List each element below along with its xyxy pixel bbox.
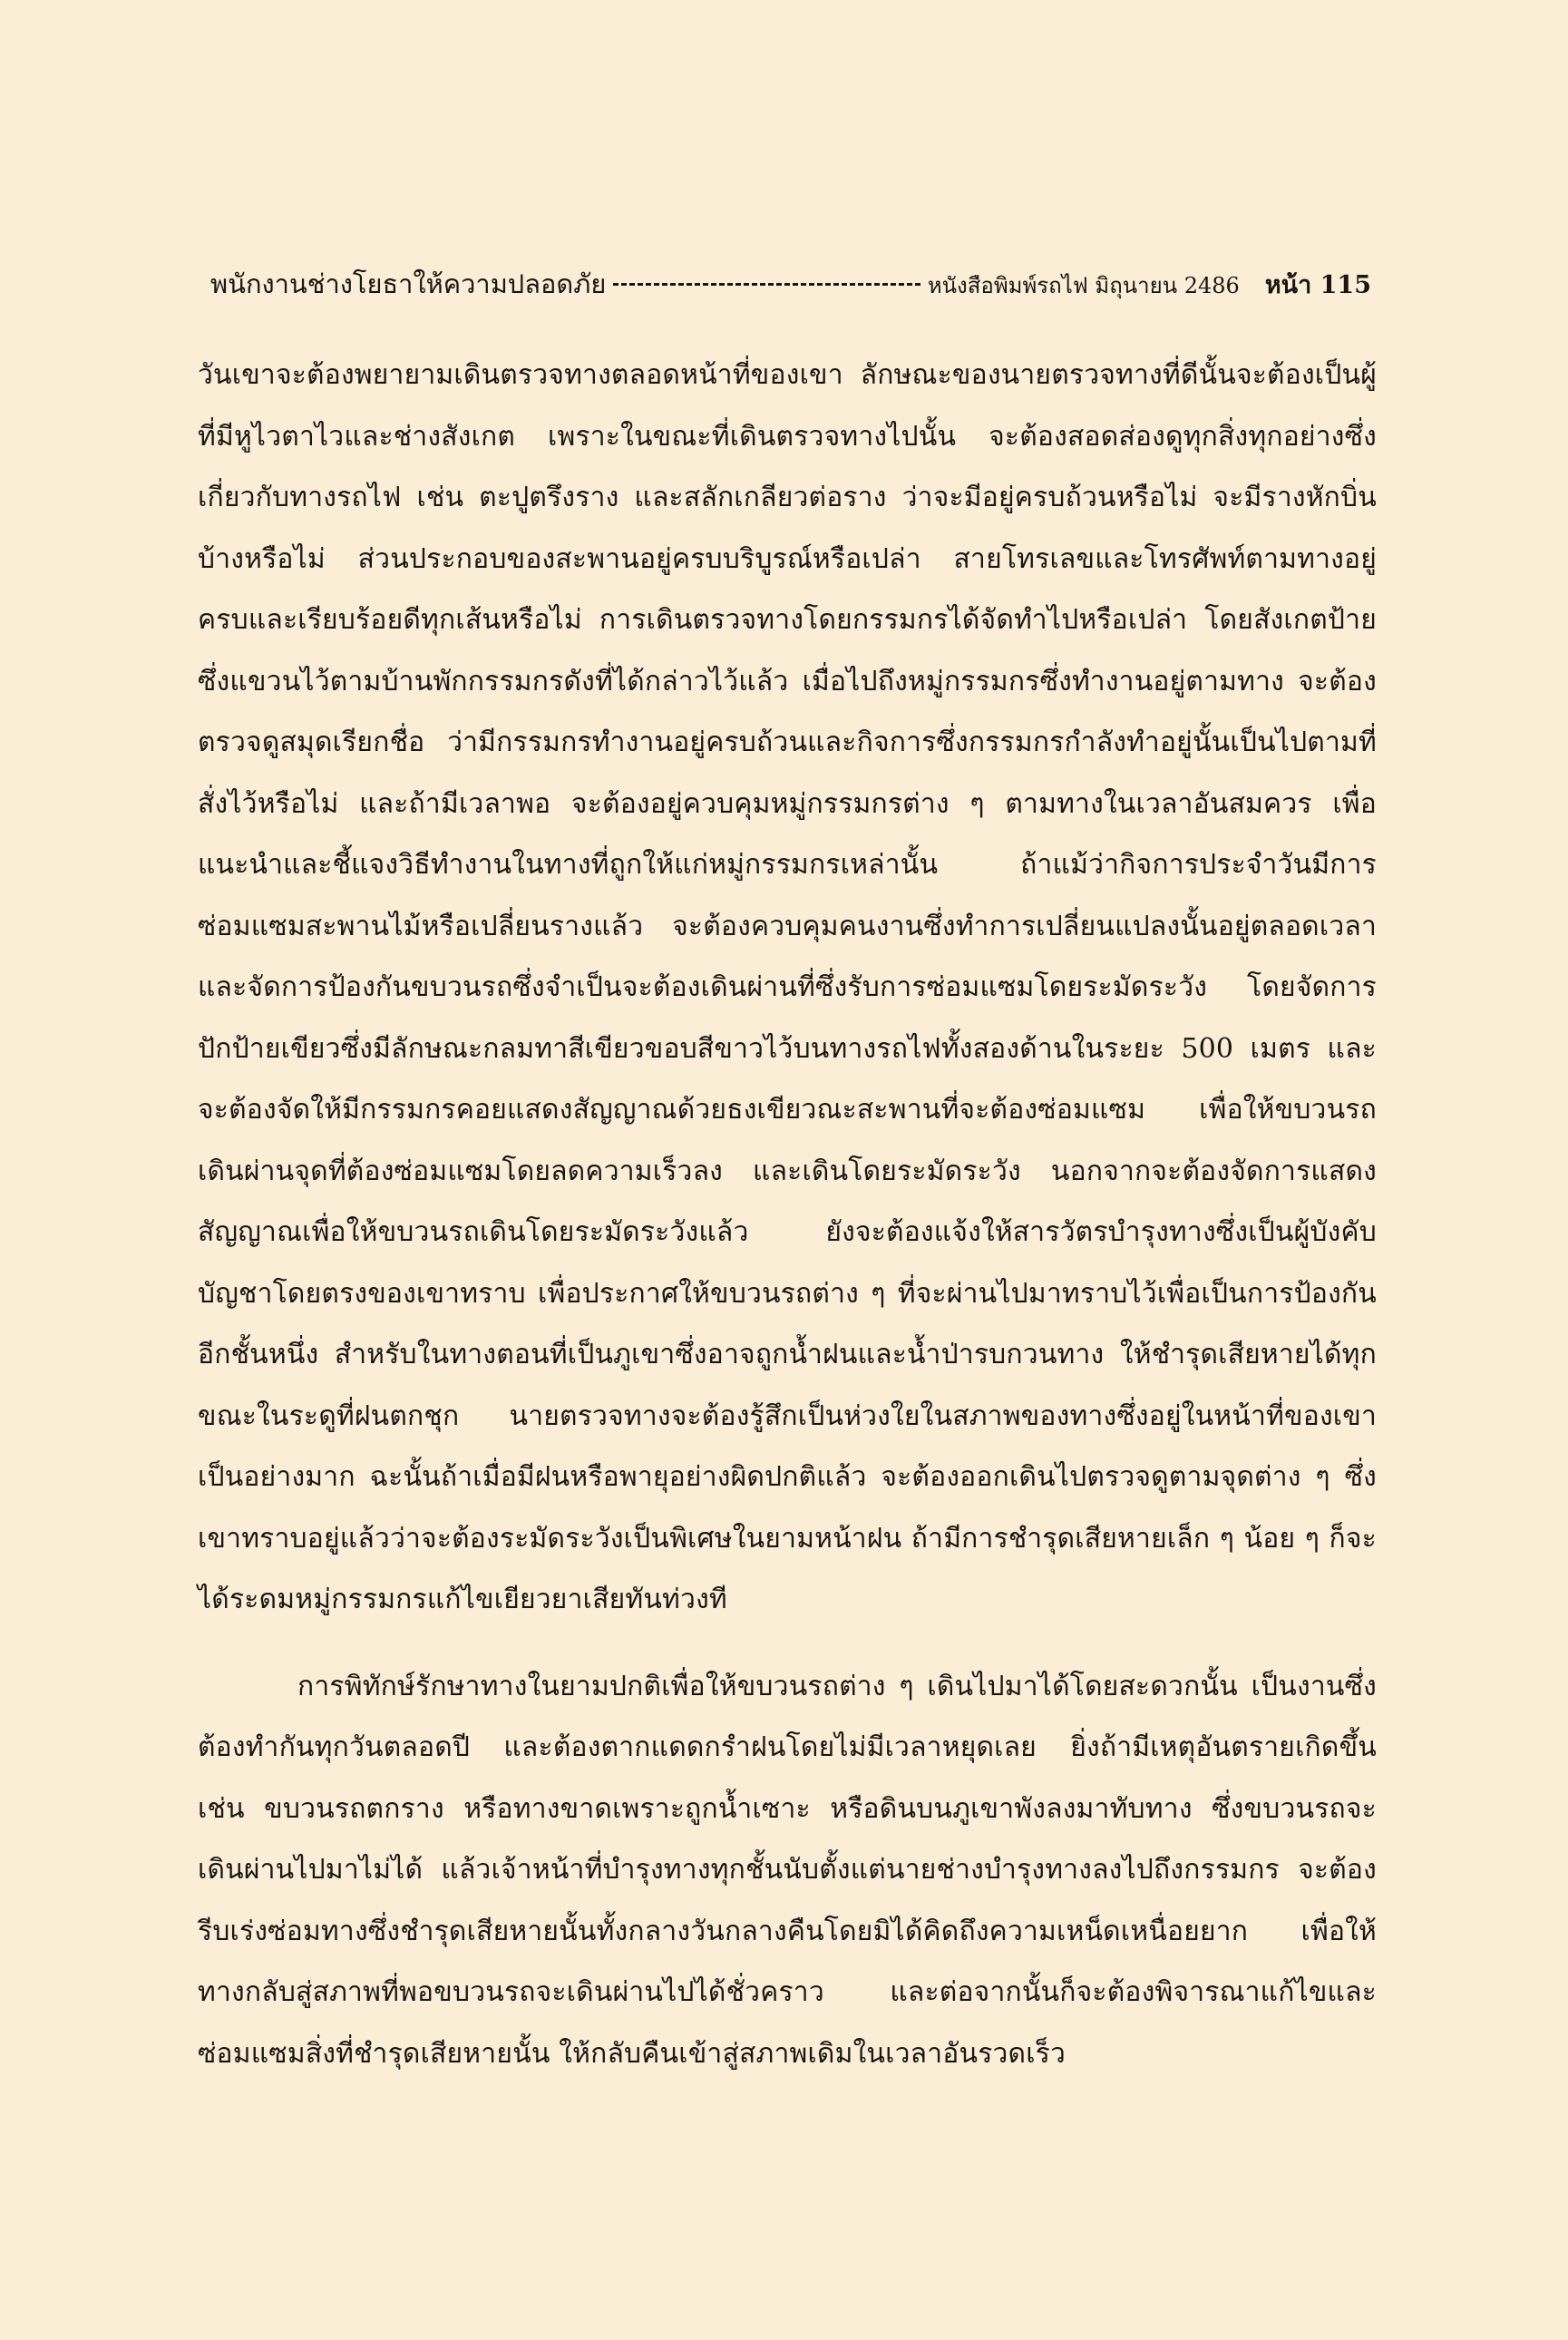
body-paragraph: วันเขาจะต้องพยายามเดินตรวจทางตลอดหน้าที่ของเขา ลักษณะของนายตรวจทางที่ดีนั้นจะต้องเป็นผู้ที่มีหูไวตาไวและช่างสังเกต เพราะในขณะที่เดินตรวจทางไปนั้น จะต้องสอดส่องดูทุกสิ่งทุกอย่างซึ่งเกี่ยวกับทางรถไฟ เช่น ตะปูตรึงราง และสลักเกลียวต่อราง ว่าจะมีอยู่ครบถ้วนหรือไม่ จะมีรางหักบิ่น บ้างหรือไม่ ส่วนประกอบของสะพานอยู่ครบบริบูรณ์หรือเปล่า สายโทรเลขและโทรศัพท์ตามทางอยู่ครบและเรียบร้อยดีทุกเส้นหรือไม่ การเดินตรวจทางโดยกรรมกรได้จัดทำไปหรือเปล่า โดยสังเกตป้ายซึ่งแขวนไว้ตามบ้านพักกรรมกรดังที่ได้กล่าวไว้แล้ว เมื่อไปถึงหมู่กรรมกรซึ่งทำงานอยู่ตามทาง จะต้องตรวจดูสมุดเรียกชื่อ ว่ามีกรรมกรทำงานอยู่ครบถ้วนและกิจการซึ่งกรรมกรกำลังทำอยู่นั้นเป็นไปตามที่สั่งไว้หรือไม่ และถ้ามีเวลาพอ จะต้องอยู่ควบคุมหมู่กรรมกรต่าง ๆ ตามทางในเวลาอันสมควร เพื่อแนะนำและชี้แจงวิธีทำงานในทางที่ถูกให้แก่หมู่กรรมกรเหล่านั้น ถ้าแม้ว่ากิจการประจำวันมีการซ่อมแซมสะพานไม้หรือเปลี่ยนรางแล้ว จะต้องควบคุมคนงานซึ่งทำการเปลี่ยนแปลงนั้นอยู่ตลอดเวลา และจัดการป้องกันขบวนรถซึ่งจำเป็นจะต้องเดินผ่านที่ซึ่งรับการซ่อมแซมโดยระมัดระวัง โดยจัดการปักป้ายเขียวซึ่งมีลักษณะกลมทาสีเขียวขอบสีขาวไว้บนทางรถไฟทั้งสองด้านในระยะ 500 เมตร และจะต้องจัดให้มีกรรมกรคอยแสดงสัญญาณด้วยธงเขียวณะสะพานที่จะต้องซ่อมแซม เพื่อให้ขบวนรถเดินผ่านจุดที่ต้องซ่อมแซมโดยลดความเร็วลง และเดินโดยระมัดระวัง นอกจากจะต้องจัดการแสดงสัญญาณเพื่อให้ขบวนรถเดินโดยระมัดระวังแล้ว ยังจะต้องแจ้งให้สารวัตรบำรุงทางซึ่งเป็นผู้บังคับบัญชาโดยตรงของเขาทราบ เพื่อประกาศให้ขบวนรถต่าง ๆ ที่จะผ่านไปมาทราบไว้เพื่อเป็นการป้องกันอีกชั้นหนึ่ง สำหรับในทางตอนที่เป็นภูเขาซึ่งอาจถูกน้ำฝนและน้ำป่ารบกวนทาง ให้ชำรุดเสียหายได้ทุกขณะในระดูที่ฝนตกชุก นายตรวจทางจะต้องรู้สึกเป็นห่วงใยในสภาพของทางซึ่งอยู่ในหน้าที่ของเขาเป็นอย่างมาก ฉะนั้นถ้าเมื่อมีฝนหรือพายุอย่างผิดปกติแล้ว จะต้องออกเดินไปตรวจดูตามจุดต่าง ๆ ซึ่งเขาทราบอยู่แล้วว่าจะต้องระมัดระวังเป็นพิเศษในยามหน้าฝน ถ้ามีการชำรุดเสียหายเล็ก ๆ น้อย ๆ ก็จะได้ระดมหมู่กรรมกรแก้ไขเยียวยาเสียทันท่วงที [198, 359, 1377, 1615]
body-paragraph: การพิทักษ์รักษาทางในยามปกติเพื่อให้ขบวนรถต่าง ๆ เดินไปมาได้โดยสะดวกนั้น เป็นงานซึ่งต้องทำกันทุกวันตลอดปี และต้องตากแดดกรำฝนโดยไม่มีเวลาหยุดเลย ยิ่งถ้ามีเหตุอันตรายเกิดขึ้น เช่น ขบวนรถตกราง หรือทางขาดเพราะถูกน้ำเซาะ หรือดินบนภูเขาพังลงมาทับทาง ซึ่งขบวนรถจะเดินผ่านไปมาไม่ได้ แล้วเจ้าหน้าที่บำรุงทางทุกชั้นนับตั้งแต่นายช่างบำรุงทางลงไปถึงกรรมกร จะต้องรีบเร่งซ่อมทางซึ่งชำรุดเสียหายนั้นทั้งกลางวันกลางคืนโดยมิได้คิดถึงความเหน็ดเหนื่อยยาก เพื่อให้ทางกลับสู่สภาพที่พอขบวนรถจะเดินผ่านไปได้ชั่วคราว และต่อจากนั้นก็จะต้องพิจารณาแก้ไขและซ่อมแซมสิ่งที่ชำรุดเสียหายนั้น ให้กลับคืนเข้าสู่สภาพเดิมในเวลาอันรวดเร็ว [198, 1670, 1377, 2070]
running-header [210, 263, 1371, 299]
article-body [198, 345, 1377, 2084]
publication-name: หนังสือพิมพ์รถไฟ มิถุนายน 2486 [927, 273, 1240, 298]
header-dash-leader [613, 283, 920, 286]
page-number: หน้า 115 [1264, 271, 1371, 299]
article-title: พนักงานช่างโยธาให้ความปลอดภัย [210, 268, 607, 299]
